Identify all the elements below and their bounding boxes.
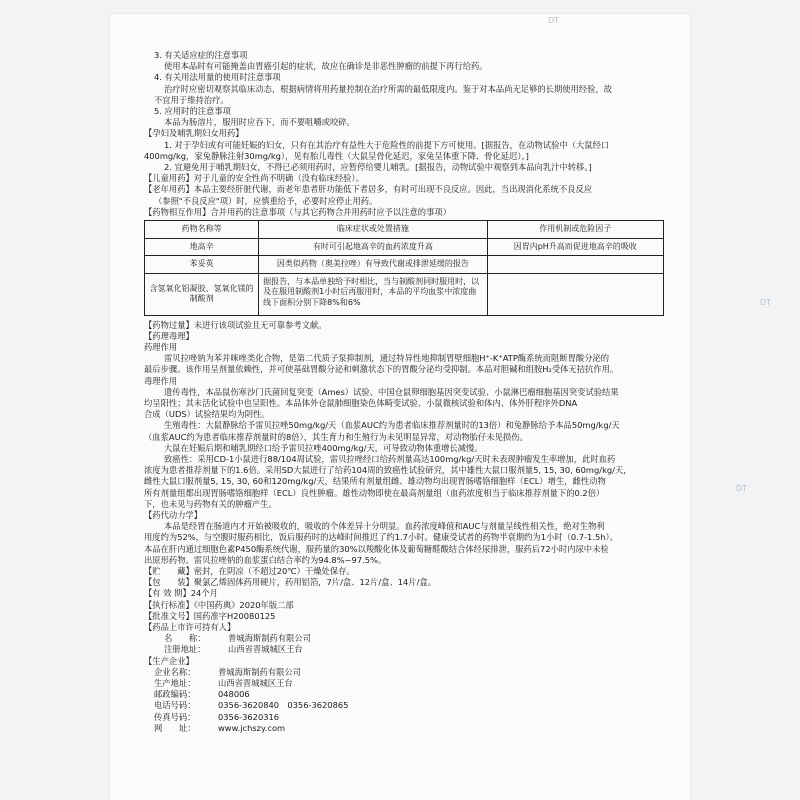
- text-line: 不宜用于维持治疗。: [154, 94, 229, 105]
- text-line: 1. 对于孕妇或有可能妊娠的妇女，只有在其治疗有益性大于危险性的前提下方可使用。[据报告，在动物试验中（大鼠经口: [164, 139, 610, 150]
- text-line: 合成（UDS）试验结果均为阴性。: [144, 409, 270, 420]
- info-value: www.jchszy.com: [218, 722, 286, 733]
- text-line: 用度约为52%，与空腹时服药相比，饭后服药时的达峰时间推迟了约1.7小时。健康受试者的药物半衰期约为1小时（0.7-1.5h）。: [144, 532, 618, 543]
- packaging-section: 【包 装】聚氯乙烯固体药用硬片，药用铝箔，7片/盒、12片/盒、14片/盒。: [144, 577, 436, 588]
- text-line: （参照"不良反应"项）时，应慎重给予，必要时应停止用药。: [154, 195, 378, 206]
- text-line: 药理作用: [144, 341, 178, 352]
- storage-section: 【贮 藏】密封，在阴凉（不超过20℃）干燥处保存。: [144, 566, 355, 577]
- info-key: 生产地址：: [154, 678, 196, 689]
- usage-precautions-section: [144, 50, 664, 128]
- table-row: [145, 256, 664, 274]
- section-header: 【生产企业】: [144, 655, 194, 666]
- section-header: 【药代动力学】: [144, 510, 203, 520]
- validity-section: 【有 效 期】24个月: [144, 588, 218, 599]
- table-cell: 因类似药物（奥美拉唑）有导致代谢或排泄延缓的报告: [259, 256, 487, 274]
- text-line: 3. 有关适应症的注意事项: [154, 50, 248, 60]
- info-value: 山西省晋城城区王台: [218, 678, 293, 689]
- text-line: （血浆AUC约为患者临床推荐剂量时的8倍），其生育力和生殖行为未见明显异常，对动物胎仔未见损伤。: [144, 431, 528, 442]
- leaflet-content: [144, 50, 664, 734]
- text-line: 【老年用药】本品主要经肝脏代谢，而老年患者肝功能低下者居多，有时可出现不良反应。因此，当出现消化系统不良反应: [144, 184, 593, 195]
- table-cell: 地高辛: [145, 238, 259, 256]
- leaflet-sheet: [110, 14, 690, 800]
- section-header: 【药品上市许可持有人】: [144, 622, 236, 633]
- section-header: 【孕妇及哺乳期妇女用药】: [144, 128, 244, 139]
- holder-section: [144, 622, 664, 656]
- approval-section: 【批准文号】国药准字H20080125: [144, 610, 276, 621]
- watermark-mark: DT: [760, 298, 772, 307]
- text-line: 雌性大鼠口服剂量5, 15, 30, 60和120mg/kg/天，结果所有剂量组雌、雄动物均出现胃肠嗜铬细胞样（ECL）增生，雌性动物: [144, 476, 606, 487]
- text-line: 本品为肠溶片，服用时应吞下，而不要咀嚼或咬碎。: [164, 117, 355, 128]
- toxicology-section: [144, 331, 664, 510]
- text-line: 雷贝拉唑钠为苯并咪唑类化合物，是第二代质子泵抑制剂，通过特异性地抑制胃壁细胞H⁺-K⁺ATP酶系统而阻断胃酸分泌的: [164, 353, 610, 364]
- text-line: 大鼠在妊娠后期和哺乳期经口给予雷贝拉唑400mg/kg/天，可导致动物体重增长减慢。: [164, 442, 483, 453]
- column-header: 药物名称等: [145, 221, 259, 239]
- text-line: 出原形药物。雷贝拉唑钠的血浆蛋白结合率约为94.8%~97.5%。: [144, 554, 387, 565]
- info-value: 048006: [218, 689, 250, 700]
- watermark-mark: DT: [548, 16, 560, 25]
- elderly-section: [144, 184, 664, 206]
- pregnancy-section: [144, 128, 664, 173]
- text-line: 均呈阳性；其未活化试验中也呈阳性。本品体外仓鼠肺细胞染色体畸变试验、小鼠微核试验和体内、体外肝程序外DNA: [144, 397, 578, 408]
- table-cell: 有时可引起地高辛的血药浓度升高: [259, 238, 487, 256]
- info-key: 邮政编码：: [154, 689, 196, 700]
- info-row: [144, 644, 664, 655]
- text-line: 所有剂量组都出现胃肠嗜铬细胞样（ECL）良性肿瘤。雄性动物即使在最高剂量组（血药浓度相当于临床推荐剂量下的0.2倍）: [144, 487, 605, 498]
- text-line: 治疗时应密切观察其临床动态，根据病情将用药量控制在治疗所需的最低限度内。鉴于对本品尚无足够的长期使用经验，故: [164, 83, 613, 94]
- info-key: 网 址：: [154, 722, 196, 733]
- text-line: 遗传毒性，本品鼠伤寒沙门氏菌回复突变（Ames）试验、中国仓鼠卵细胞基因突变试验、小鼠淋巴瘤细胞基因突变试验结果: [164, 386, 619, 397]
- info-value: 山西省晋城城区王台: [228, 644, 303, 655]
- section-header: 【药理毒理】: [144, 330, 194, 341]
- text-line: 使用本品时有可能掩盖由胃癌引起的症状，故应在确诊是非恶性肿瘤的前提下再行给药。: [164, 61, 488, 72]
- pharmacokinetics-section: [144, 510, 664, 566]
- watermark-mark: DT: [736, 484, 748, 493]
- info-row: [144, 678, 664, 689]
- text-line: 最后步骤。该作用呈剂量依赖性，并可使基础胃酸分泌和刺激状态下的胃酸分泌均受抑制。本品对胆碱和组胺H₂受体无拮抗作用。: [144, 364, 619, 375]
- table-row: [145, 273, 664, 315]
- text-line: 4. 有关用法用量的使用时注意事项: [154, 72, 281, 83]
- interaction-section: [144, 207, 664, 316]
- info-row: [144, 689, 664, 700]
- info-key: 电话号码：: [154, 700, 196, 711]
- text-line: 生殖毒性：大鼠静脉给予雷贝拉唑50mg/kg/天（血浆AUC约为患者临床推荐剂量时的13倍）和兔静脉给予本品50mg/kg/天: [164, 420, 620, 431]
- info-row: [144, 723, 664, 734]
- table-cell: [487, 273, 663, 315]
- info-key: 名 称：: [164, 633, 206, 644]
- text-line: 浓度为患者推荐剂量下的1.6倍。采用SD大鼠进行了给药104周的致癌性试验研究，其中雄性大鼠口服剂量5, 15, 30, 60mg/kg/天，: [144, 465, 632, 476]
- table-cell: 苯妥英: [145, 256, 259, 274]
- text-line: 5. 应用时的注意事项: [154, 106, 231, 117]
- info-value: 普城海斯制药有限公司: [218, 666, 301, 677]
- info-key: 传真号码：: [154, 711, 196, 722]
- text-line: 本品在肝内通过细胞色素P450酶系统代谢，服药量的30%以羧酸化体及葡萄糖醛酸结合体经尿排泄，服药后72小时内尿中未检: [144, 543, 609, 554]
- info-value: 0356-3620840 0356-3620865: [218, 700, 349, 711]
- info-key: 企业名称：: [154, 666, 196, 677]
- text-line: 致癌性：采用CD-1小鼠进行88/104周试验，雷贝拉唑经口给药剂量高达100mg/kg/天时未表现肿瘤发生率增加，此时血药: [164, 453, 616, 464]
- table-header-row: [145, 221, 664, 239]
- column-header: 临床症状或处置措施: [259, 221, 487, 239]
- text-line: 下，也未见与药物有关的肿瘤产生。: [144, 498, 277, 509]
- info-row: [144, 667, 664, 678]
- text-line: 400mg/kg，家兔静脉注射30mg/kg），见有胎儿毒性（大鼠呈骨化延迟，家兔呈体重下降、骨化延迟）。]: [144, 150, 529, 161]
- overdose-section: 【药物过量】未进行该项试验且无可靠参考文献。: [144, 319, 327, 330]
- table-cell: 据报告，与本品单独给予时相比，当与制酸剂同时服用时，以及在服用制酸剂1小时后再服用时，本品的平均血浆中浓度曲线下面积分别下降8%和6%: [259, 273, 487, 315]
- text-line: 本品是经胃在肠道内才开始被吸收的，吸收的个体差异十分明显。血药浓度峰值和AUC与剂量呈线性相关性，绝对生物利: [164, 521, 605, 532]
- manufacturer-section: [144, 656, 664, 734]
- table-cell: 因胃内pH升高而促进地高辛的吸收: [487, 238, 663, 256]
- table-row: [145, 238, 664, 256]
- table-cell: 含氢氧化铝凝胶、氢氧化镁的制酸剂: [145, 273, 259, 315]
- children-section: 【儿童用药】对于儿童的安全性尚不明确（没有临床经验）。: [144, 173, 364, 184]
- column-header: 作用机制或危险因子: [487, 221, 663, 239]
- standard-section: 【执行标准】《中国药典》2020年版二部: [144, 599, 294, 610]
- info-row: [144, 712, 664, 723]
- info-key: 注册地址：: [164, 644, 206, 655]
- info-row: [144, 700, 664, 711]
- info-value: 0356-3620316: [218, 711, 280, 722]
- table-cell: [487, 256, 663, 274]
- interaction-table: [144, 220, 664, 316]
- text-line: 毒理作用: [144, 375, 178, 386]
- info-value: 普城海斯制药有限公司: [228, 633, 311, 644]
- text-line: 2. 宜避免用于哺乳期妇女，不得已必须用药时，应暂停给婴儿哺乳。[据报告，动物试验中观察到本品向乳汁中转移。]: [164, 162, 592, 173]
- section-header: 【药物相互作用】合并用药的注意事项（与其它药物合并用药时应予以注意的事项）: [144, 206, 451, 217]
- info-row: [144, 633, 664, 644]
